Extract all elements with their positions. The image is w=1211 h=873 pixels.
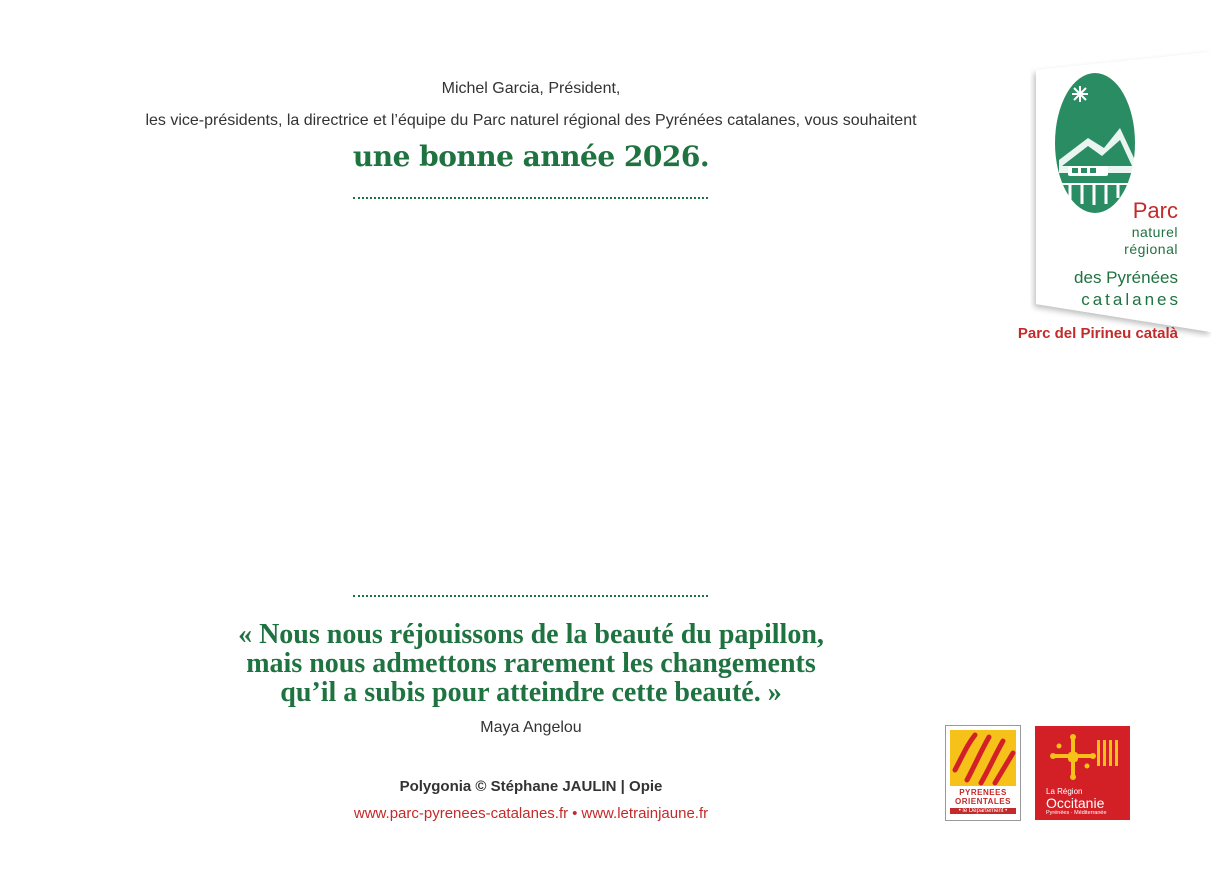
team-line: les vice-présidents, la directrice et l’équipe du Parc naturel régional des Pyrénées catalanes, vous souhaitent: [145, 112, 917, 129]
quote-line-3: qu’il a subis pour atteindre cette beauté. »: [280, 677, 782, 708]
quote-line-1: « Nous nous réjouissons de la beauté du papillon,: [238, 619, 824, 650]
quote-block: [0, 620, 1062, 707]
occitan-cross-icon: [1035, 726, 1130, 786]
dotted-divider-bottom: [353, 595, 708, 597]
logo-naturel: naturel: [1131, 224, 1178, 240]
occitanie-subtitle: Pyrénées · Méditerranée: [1046, 810, 1107, 816]
logo-des-pyrenees: des Pyrénées: [1074, 268, 1178, 287]
logo-catalan-name: Parc del Pirineu català: [1017, 325, 1178, 342]
occitanie-name: Occitanie: [1046, 795, 1105, 811]
website-links: [0, 805, 1062, 822]
train-website-link[interactable]: www.letrainjaune.fr: [581, 805, 709, 822]
president-line: Michel Garcia, Président,: [441, 80, 621, 97]
po-label-orientales: ORIENTALES: [955, 797, 1011, 806]
po-label-departement: • le Département •: [950, 808, 1016, 814]
quote-author: Maya Angelou: [480, 719, 582, 736]
occitanie-la-region: La Région: [1046, 787, 1083, 796]
pyrenees-orientales-logo: [945, 725, 1021, 821]
dotted-divider-top: [353, 197, 708, 199]
logo-regional: régional: [1124, 241, 1178, 257]
logo-catalanes: catalanes: [1081, 290, 1181, 309]
po-label-pyrenees: PYRENEES: [959, 788, 1007, 797]
greeting-title: une bonne année 2026.: [352, 140, 710, 173]
photo-credit: Polygonia © Stéphane JAULIN | Opie: [399, 778, 663, 795]
quote-line-2: mais nous admettons rarement les changements: [246, 648, 816, 679]
logo-parc: Parc: [1132, 198, 1178, 223]
separator-bullet: •: [572, 805, 578, 822]
park-website-link[interactable]: www.parc-pyrenees-catalanes.fr: [353, 805, 569, 822]
pyrenees-orientales-emblem-icon: [945, 725, 1021, 821]
park-logo: [1017, 48, 1211, 342]
park-emblem-icon: [1055, 73, 1135, 213]
